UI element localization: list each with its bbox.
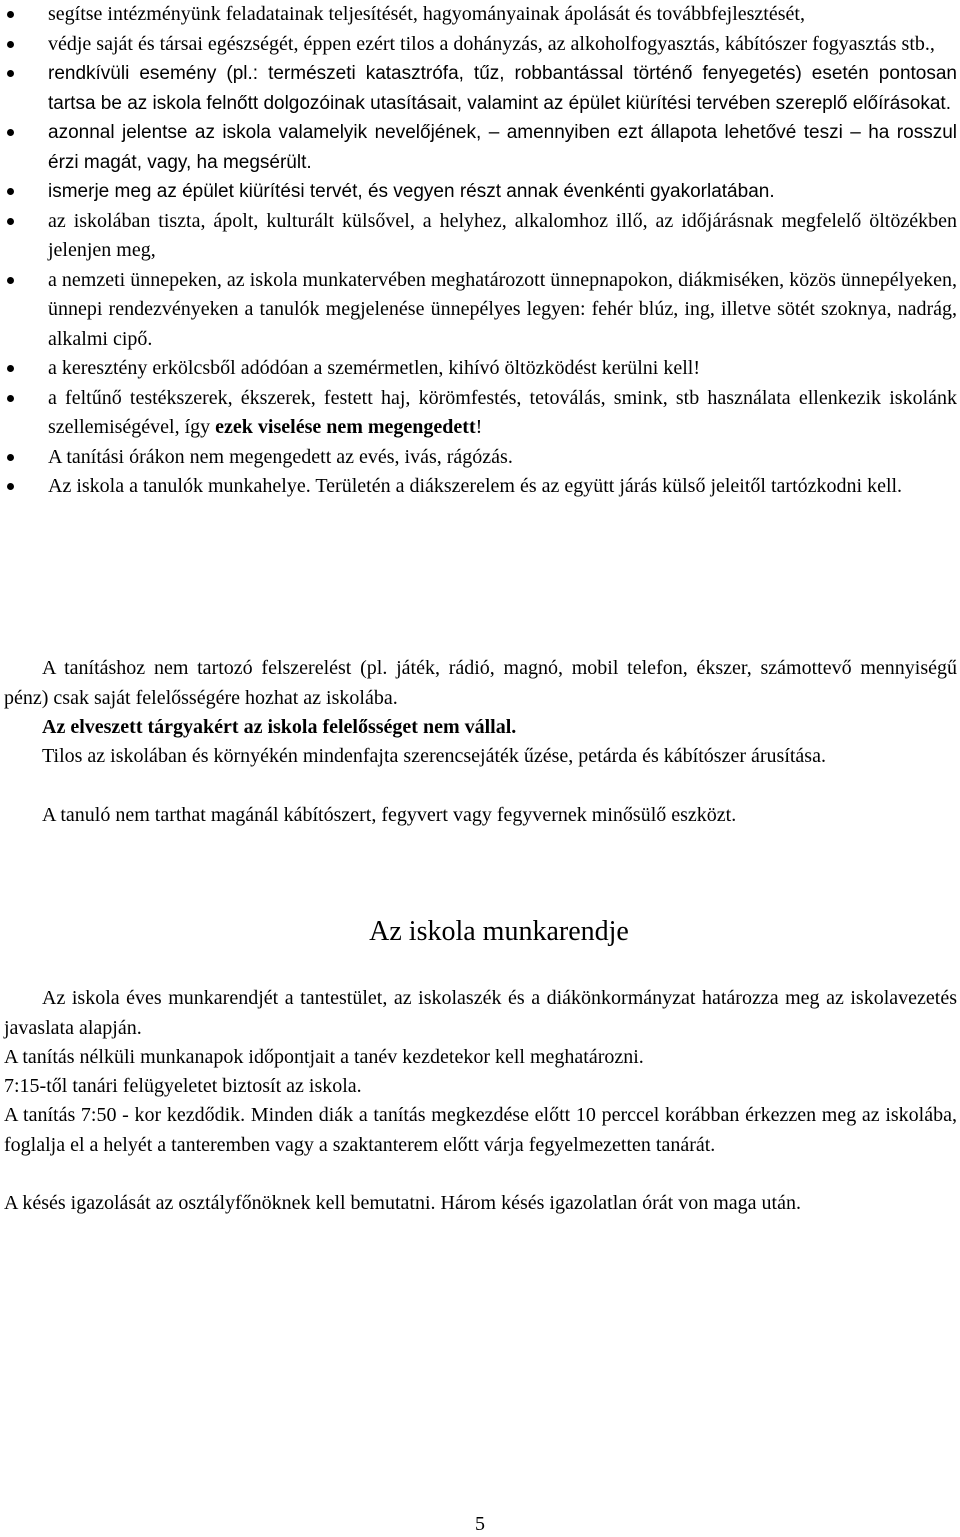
list-item-text: segítse intézményünk feladatainak teljesítését, hagyományainak ápolását és továbbfejlesztését, bbox=[48, 3, 805, 25]
paragraph-gambling: Tilos az iskolában és környékén mindenfajta szerencsejáték űzése, petárda és kábítószer árusítása. bbox=[42, 745, 826, 767]
list-item-text: ismerje meg az épület kiürítési tervét, és vegyen részt annak évenkénti gyakorlatában. bbox=[48, 181, 775, 202]
list-item bbox=[0, 59, 957, 118]
list-item bbox=[0, 443, 957, 473]
list-item bbox=[0, 0, 957, 30]
bullet-icon bbox=[7, 188, 14, 195]
bullet-icon bbox=[7, 454, 14, 461]
bullet-icon bbox=[7, 395, 14, 402]
list-item-text: védje saját és társai egészségét, éppen ezért tilos a dohányzás, az alkoholfogyasztás, kábítószer fogyasztás stb., bbox=[48, 32, 935, 55]
bullet-icon bbox=[7, 11, 14, 18]
paragraph-non-teaching-days: A tanítás nélküli munkanapok időpontjait a tanév kezdetekor kell meghatározni. bbox=[4, 1046, 644, 1068]
section-heading: Az iskola munkarendje bbox=[369, 916, 629, 947]
list-item-text: A tanítási órákon nem megengedett az evés, ivás, rágózás. bbox=[48, 445, 513, 468]
list-item bbox=[0, 266, 957, 355]
list-item bbox=[0, 177, 957, 207]
paragraph-start-time: A tanítás 7:50 - kor kezdődik. Minden diák a tanítás megkezdése előtt 10 perccel korábban érkezzen meg az iskolába, foglalja el a helyét a tanteremben vagy a szaktanterem előtt várja fegyelmezetten tanárát. bbox=[4, 1104, 957, 1156]
bullet-icon bbox=[7, 218, 14, 225]
list-item bbox=[0, 384, 957, 443]
list-item-text: Az iskola a tanulók munkahelye. Területén a diákszerelem és az együtt járás külső jeleitől tartózkodni kell. bbox=[48, 475, 903, 497]
paragraph-supervision: 7:15-től tanári felügyeletet biztosít az iskola. bbox=[4, 1075, 362, 1097]
list-item bbox=[0, 472, 957, 502]
paragraph-weapons: A tanuló nem tarthat magánál kábítószert, fegyvert vagy fegyvernek minősülő eszközt. bbox=[42, 804, 737, 826]
bullet-icon bbox=[7, 483, 14, 490]
list-item bbox=[0, 354, 957, 384]
bullet-icon bbox=[7, 365, 14, 372]
rules-bullet-list bbox=[0, 0, 957, 502]
list-item bbox=[0, 118, 957, 177]
list-item-text: a keresztény erkölcsből adódóan a szemérmetlen, kihívó öltözködést kerülni kell! bbox=[48, 357, 701, 379]
list-item-text: a feltűnő testékszerek, ékszerek, festett haj, körömfestés, tetoválás, smink, stb használata ellenkezik iskolánk szellemiségével, így bbox=[48, 386, 957, 438]
paragraph-annual-schedule: Az iskola éves munkarendjét a tantestület, az iskolaszék és a diákönkormányzat határozza meg az iskolavezetés javaslata alapján. bbox=[4, 987, 957, 1039]
list-item bbox=[0, 207, 957, 266]
bullet-icon bbox=[7, 70, 14, 77]
list-item-text: az iskolában tiszta, ápolt, kulturált külsővel, a helyhez, alkalomhoz illő, az időjárásnak megfelelő öltözékben jelenjen meg, bbox=[48, 209, 957, 261]
bullet-icon bbox=[7, 41, 14, 48]
list-item-text: rendkívüli esemény (pl.: természeti katasztrófa, tűz, robbantással történő fenyegetés) esetén pontosan tartsa be az iskola felnőtt dolgozóinak utasításait, valamint az épület kiürítési tervében szereplő előírásokat. bbox=[48, 63, 957, 114]
paragraph-lateness: A késés igazolását az osztályfőnöknek kell bemutatni. Három késés igazolatlan órát von maga után. bbox=[4, 1192, 801, 1214]
paragraph-equipment: A tanításhoz nem tartozó felszerelést (pl. játék, rádió, magnó, mobil telefon, ékszer, számottevő mennyiségű pénz) csak saját felelősségére hozhat az iskolába. bbox=[4, 657, 957, 709]
list-item-text: azonnal jelentse az iskola valamelyik nevelőjének, – amennyiben ezt állapota lehetővé teszi – ha rosszul érzi magát, vagy, ha megsérült. bbox=[48, 122, 957, 173]
paragraph-lost-items: Az elveszett tárgyakért az iskola felelősséget nem vállal. bbox=[42, 716, 517, 738]
bullet-icon bbox=[7, 277, 14, 284]
list-item-emphasis: ezek viselése nem megengedett bbox=[215, 416, 476, 438]
list-item-text: a nemzeti ünnepeken, az iskola munkatervében meghatározott ünnepnapokon, diákmiséken, közös ünnepélyeken, ünnepi rendezvényeken a tanulók megjelenése ünnepélyes legyen: fehér blúz, ing, illetve sötét szoknya, nadrág, alkalmi cipő. bbox=[48, 268, 957, 350]
list-item-punctuation: ! bbox=[475, 416, 483, 438]
page-number: 5 bbox=[475, 1513, 485, 1535]
list-item bbox=[0, 30, 957, 60]
bullet-icon bbox=[7, 129, 14, 136]
